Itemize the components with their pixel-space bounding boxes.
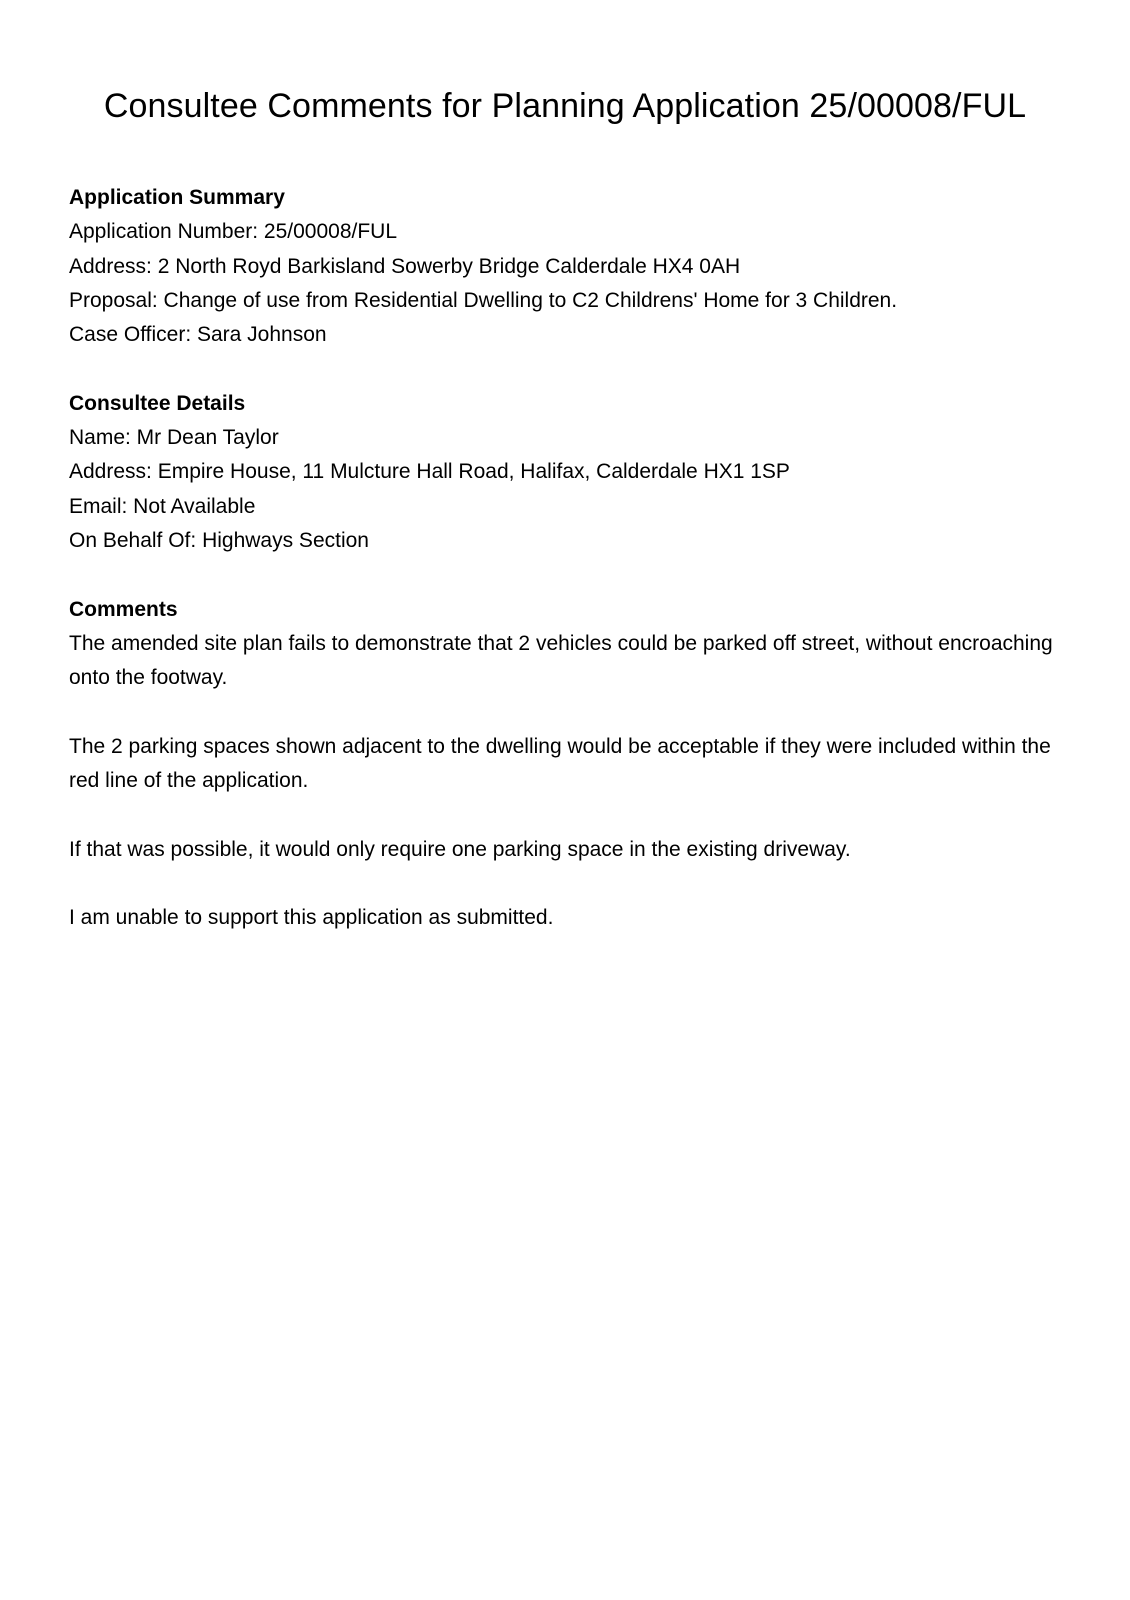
application-address: Address: 2 North Royd Barkisland Sowerby Bridge Calderdale HX4 0AH bbox=[69, 254, 741, 278]
application-summary-section bbox=[69, 181, 1069, 352]
application-number: Application Number: 25/00008/FUL bbox=[69, 220, 398, 244]
consultee-on-behalf-of: On Behalf Of: Highways Section bbox=[69, 528, 369, 552]
application-summary-heading: Application Summary bbox=[69, 186, 285, 209]
comments-section bbox=[69, 593, 1069, 936]
comment-paragraph: I am unable to support this application as submitted. bbox=[69, 906, 554, 930]
comments-heading: Comments bbox=[69, 597, 178, 621]
case-officer: Case Officer: Sara Johnson bbox=[69, 323, 327, 347]
consultee-name: Name: Mr Dean Taylor bbox=[69, 426, 279, 450]
consultee-email: Email: Not Available bbox=[69, 494, 256, 518]
consultee-details-section bbox=[69, 387, 1069, 558]
comment-paragraph: If that was possible, it would only require one parking space in the existing driveway. bbox=[69, 837, 851, 861]
comment-paragraph: The amended site plan fails to demonstrate that 2 vehicles could be parked off street, without encroaching onto the footway. bbox=[69, 631, 1053, 690]
comment-paragraph: The 2 parking spaces shown adjacent to the dwelling would be acceptable if they were included within the red line of the application. bbox=[69, 734, 1051, 793]
application-proposal: Proposal: Change of use from Residential Dwelling to C2 Childrens' Home for 3 Children. bbox=[69, 288, 898, 312]
consultee-details-heading: Consultee Details bbox=[69, 391, 246, 415]
page-title: Consultee Comments for Planning Application 25/00008/FUL bbox=[103, 87, 1027, 125]
consultee-address: Address: Empire House, 11 Mulcture Hall Road, Halifax, Calderdale HX1 1SP bbox=[69, 460, 790, 484]
document-body bbox=[69, 181, 1069, 970]
